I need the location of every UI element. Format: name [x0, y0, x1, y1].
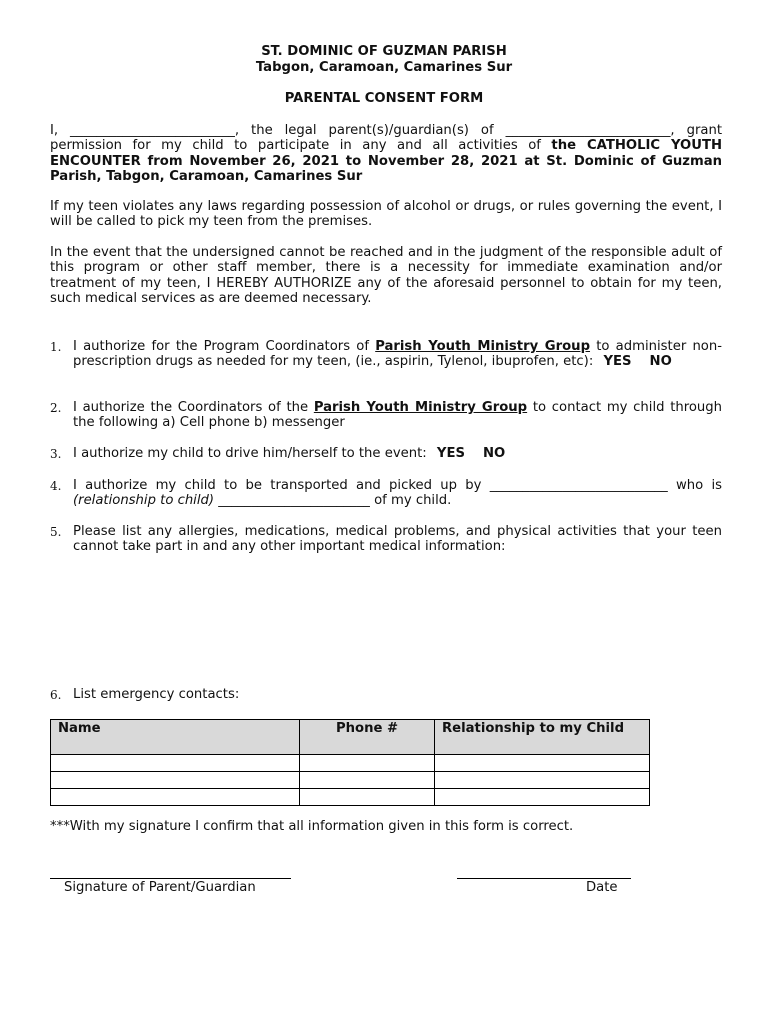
item-number: 1. [50, 340, 62, 354]
parish-location: Tabgon, Caramoan, Camarines Sur [255, 60, 513, 75]
table-row [51, 789, 650, 806]
no-option: NO [482, 446, 506, 461]
list-item-1 [50, 339, 722, 370]
violation-paragraph: If my teen violates any laws regarding possession of alcohol or drugs, or rules governing the event, I will be called to pick my teen from the premises. [50, 199, 722, 230]
event-details: the CATHOLIC YOUTH ENCOUNTER from November 26, 2021 to November 28, 2021 at St. Dominic of Guzman Parish, Tabgon, Caramoan, Camarines Sur [50, 138, 722, 184]
confirmation-statement: ***With my signature I confirm that all information given in this form is correct. [50, 819, 574, 834]
relationship-hint: (relationship to child) [73, 493, 215, 509]
intro-text: I, _________________________, the legal parent(s)/guardian(s) of _________________________, grant permission for my child to participate in any and all activities of [50, 123, 722, 154]
item-number: 4. [50, 479, 62, 493]
form-title: PARENTAL CONSENT FORM [284, 91, 484, 106]
table-cell[interactable] [300, 772, 435, 789]
list-item-2 [50, 400, 722, 431]
emergency-contacts-table [50, 719, 650, 806]
column-header-relationship: Relationship to my Child [435, 720, 650, 755]
item-text: I authorize my child to drive him/herself to the event: [73, 446, 431, 461]
table-cell[interactable] [51, 755, 300, 772]
item-text: List emergency contacts: [73, 687, 240, 702]
table-cell[interactable] [51, 772, 300, 789]
medical-authorization-paragraph: In the event that the undersigned cannot be reached and in the judgment of the responsible adult of this program or other staff member, there is a necessity for immediate examination and/or treatment of my teen, I HEREBY AUTHORIZE any of the aforesaid personnel to obtain for my teen, such medical services as are deemed necessary. [50, 245, 722, 306]
list-item-5 [50, 524, 722, 555]
parent-signature-label: Signature of Parent/Guardian [64, 880, 256, 895]
item-text: I authorize for the Program Coordinators of [73, 339, 376, 354]
item-text: Please list any allergies, medications, medical problems, and physical activities that your teen cannot take part in and any other important medical information: [73, 524, 722, 555]
item-number: 3. [50, 447, 62, 461]
item-text: _______________________ of my child. [214, 493, 452, 509]
table-cell[interactable] [435, 755, 650, 772]
no-option: NO [649, 354, 672, 370]
item-number: 6. [50, 688, 62, 702]
item-text: to administer non-prescription drugs as needed for my teen, (ie., aspirin, Tylenol, ibuprofen, etc): [73, 339, 722, 370]
table-row [51, 772, 650, 789]
item-number: 2. [50, 401, 62, 415]
list-item-6 [50, 687, 722, 702]
table-cell[interactable] [435, 789, 650, 806]
table-row [51, 755, 650, 772]
date-signature-line[interactable] [457, 878, 631, 879]
column-header-phone: Phone # [300, 720, 435, 755]
group-name: Parish Youth Ministry Group [375, 339, 591, 354]
yes-option: YES [436, 446, 465, 461]
table-cell[interactable] [300, 789, 435, 806]
yes-option: YES [603, 354, 632, 370]
date-label: Date [586, 880, 618, 895]
intro-paragraph [50, 123, 722, 184]
table-cell[interactable] [300, 755, 435, 772]
list-item-3 [50, 446, 722, 461]
list-item-4 [50, 478, 722, 509]
table-header-row [51, 720, 650, 755]
group-name: Parish Youth Ministry Group [313, 400, 528, 415]
table-cell[interactable] [435, 772, 650, 789]
table-cell[interactable] [51, 789, 300, 806]
item-number: 5. [50, 525, 62, 539]
column-header-name: Name [51, 720, 300, 755]
parish-name: ST. DOMINIC OF GUZMAN PARISH [261, 44, 507, 59]
item-text: to contact my child through the following a) Cell phone b) messenger [73, 400, 723, 431]
item-text: I authorize the Coordinators of the [73, 400, 314, 415]
parent-signature-line[interactable] [50, 878, 291, 879]
item-text: I authorize my child to be transported and picked up by ___________________________ who is [73, 478, 722, 493]
